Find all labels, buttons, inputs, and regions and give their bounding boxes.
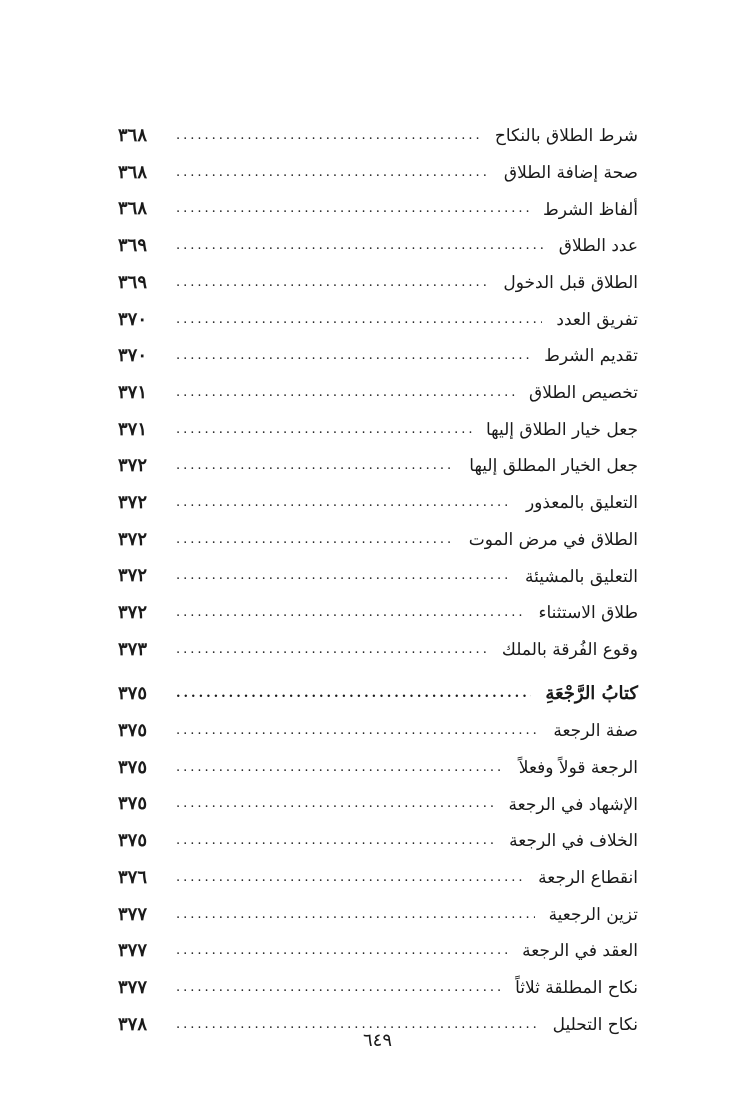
entry-page-number: ٣٧٥ [118, 793, 148, 815]
toc-entry[interactable] [118, 147, 638, 184]
entry-title: تخصيص الطلاق [529, 383, 638, 404]
toc-entry[interactable] [118, 404, 638, 441]
chapter-title: كتابُ الرَّجْعَةِ [545, 683, 638, 705]
entry-title: العقد في الرجعة [522, 941, 638, 962]
entry-title: عدد الطلاق [558, 236, 638, 257]
toc-entry[interactable] [118, 624, 638, 661]
entry-title: انقطاع الرجعة [538, 868, 638, 889]
dot-leader [176, 870, 524, 889]
dot-leader [176, 312, 542, 331]
entry-page-number: ٣٦٩ [118, 271, 148, 293]
dot-leader [176, 833, 495, 852]
entry-page-number: ٣٧٢ [118, 455, 148, 477]
entry-title: الرجعة قولاً وفعلاً [518, 757, 638, 778]
toc-entry[interactable] [118, 587, 638, 624]
toc-entry[interactable] [118, 778, 638, 815]
entry-page-number: ٣٧٧ [118, 903, 148, 925]
toc-entry[interactable] [118, 477, 638, 514]
entry-title: صحة إضافة الطلاق [503, 162, 638, 183]
toc-entry[interactable] [118, 852, 638, 889]
dot-leader [176, 165, 490, 184]
entry-title: ألفاظ الشرط [543, 199, 638, 220]
entry-title: التعليق بالمشيئة [524, 566, 638, 587]
toc-chapter-heading[interactable] [118, 668, 638, 705]
entry-title: وقوع الفُرقة بالملك [501, 639, 638, 660]
dot-leader [176, 943, 508, 962]
entry-page-number: ٣٧١ [118, 418, 148, 440]
toc-entry[interactable] [118, 110, 638, 147]
dot-leader [176, 760, 505, 779]
entry-title: الطلاق في مرض الموت [468, 529, 638, 550]
entry-page-number: ٣٧٠ [118, 308, 148, 330]
toc-entry[interactable] [118, 888, 638, 925]
entry-page-number: ٣٦٩ [118, 235, 148, 257]
entry-page-number: ٣٧٨ [118, 1013, 148, 1035]
entry-page-number: ٣٧٧ [118, 940, 148, 962]
entry-title: نكاح المطلقة ثلاثاً [515, 978, 638, 999]
dot-leader [176, 642, 488, 661]
dot-leader [176, 723, 539, 742]
dot-leader [176, 458, 455, 477]
entry-title: تفريق العدد [556, 309, 638, 330]
entry-page-number: ٣٦٨ [118, 125, 148, 147]
entry-title: الطلاق قبل الدخول [503, 273, 638, 294]
entry-title: شرط الطلاق بالنكاح [494, 126, 638, 147]
dot-leader [176, 238, 545, 257]
dot-leader [176, 495, 512, 514]
entry-page-number: ٣٧١ [118, 381, 148, 403]
entry-page-number: ٣٧٢ [118, 528, 148, 550]
entry-page-number: ٣٧٣ [118, 638, 148, 660]
toc-entry[interactable] [118, 293, 638, 330]
entry-page-number: ٣٦٨ [118, 198, 148, 220]
toc-entry[interactable] [118, 962, 638, 999]
entry-title: الإشهاد في الرجعة [508, 794, 638, 815]
toc-entry[interactable] [118, 925, 638, 962]
entry-page-number: ٣٧٧ [118, 976, 148, 998]
entry-title: صفة الرجعة [553, 721, 638, 742]
toc-entry[interactable] [118, 514, 638, 551]
dot-leader [176, 385, 515, 404]
entry-page-number: ٣٧٢ [118, 565, 148, 587]
entry-page-number: ٣٧٢ [118, 602, 148, 624]
entry-title: جعل خيار الطلاق إليها [485, 419, 638, 440]
dot-leader [176, 348, 530, 367]
entry-page-number: ٣٧٢ [118, 491, 148, 513]
dot-leader [176, 796, 495, 815]
entry-title: تقديم الشرط [544, 346, 638, 367]
entry-title: طلاق الاستثناء [538, 603, 638, 624]
entry-title: جعل الخيار المطلق إليها [469, 456, 638, 477]
entry-page-number: ٣٧٥ [118, 756, 148, 778]
entry-page-number: ٣٧٠ [118, 345, 148, 367]
entry-page-number: ٣٧٦ [118, 866, 148, 888]
toc-entry[interactable] [118, 440, 638, 477]
entry-title: نكاح التحليل [552, 1014, 638, 1035]
toc-entry[interactable] [118, 220, 638, 257]
toc-entry[interactable] [118, 183, 638, 220]
dot-leader [176, 907, 535, 926]
toc-entry[interactable] [118, 330, 638, 367]
toc-entry[interactable] [118, 550, 638, 587]
entry-title: الخلاف في الرجعة [509, 831, 638, 852]
dot-leader [176, 532, 455, 551]
dot-leader [176, 201, 529, 220]
toc-entry[interactable] [118, 257, 638, 294]
dot-leader [176, 422, 472, 441]
entry-page-number: ٣٧٥ [118, 683, 148, 705]
dot-leader [176, 275, 489, 294]
entry-title: تزين الرجعية [548, 904, 638, 925]
toc-entry[interactable] [118, 367, 638, 404]
dot-leader [176, 128, 481, 147]
toc-entry[interactable] [118, 705, 638, 742]
table-of-contents [118, 110, 638, 1035]
toc-entry[interactable] [118, 742, 638, 779]
dot-leader [176, 686, 531, 705]
dot-leader [176, 568, 511, 587]
dot-leader [176, 980, 501, 999]
entry-page-number: ٣٦٨ [118, 161, 148, 183]
dot-leader [176, 605, 525, 624]
entry-page-number: ٣٧٥ [118, 720, 148, 742]
toc-entry[interactable] [118, 815, 638, 852]
page-footer-number: ٦٤٩ [362, 1030, 392, 1051]
entry-title: التعليق بالمعذور [525, 493, 638, 514]
entry-page-number: ٣٧٥ [118, 830, 148, 852]
